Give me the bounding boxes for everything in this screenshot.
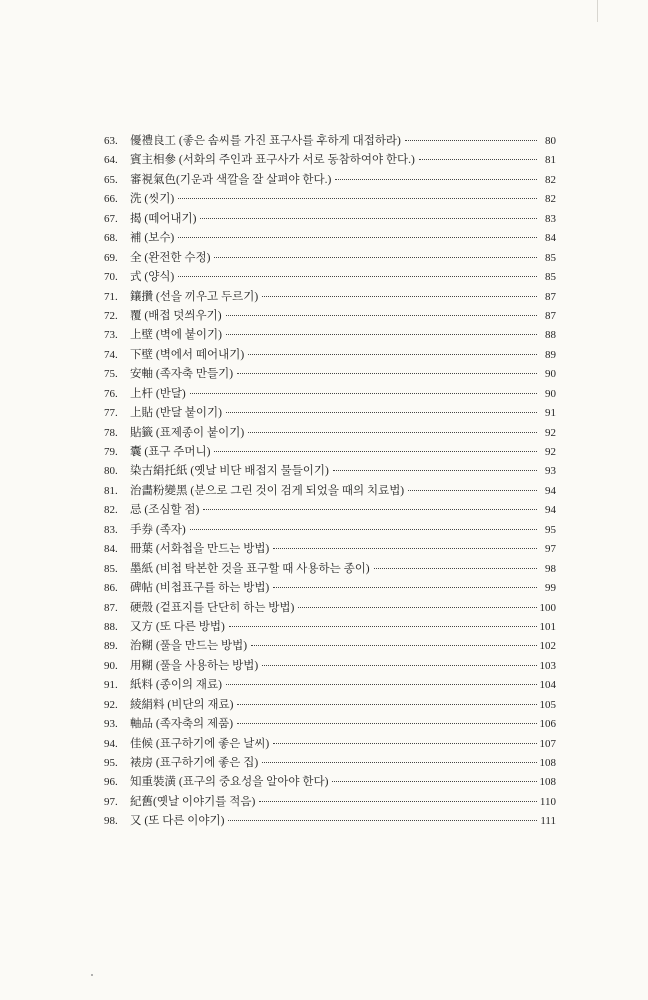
entry-title: 全 (완전한 수정) [130,251,211,264]
entry-page-number: 84 [545,232,556,245]
entry-page-number: 98 [545,562,556,575]
entry-page-number: 93 [545,465,556,478]
scan-edge-mark [597,0,598,22]
entry-number: 98. [104,815,118,828]
toc-entry [104,249,556,268]
entry-title: 上壁 (벽에 붙이기) [130,329,222,342]
toc-entry [104,482,556,501]
entry-number: 69. [104,251,118,264]
toc-entry [104,812,556,831]
toc-entry [104,618,556,637]
entry-number: 66. [104,193,118,206]
dot-leader [190,393,537,394]
toc-entry [104,579,556,598]
entry-number: 89. [104,640,118,653]
entry-number: 94. [104,737,118,750]
entry-title: 又方 (또 다른 방법) [130,620,225,633]
toc-entry [104,540,556,559]
entry-number: 91. [104,679,118,692]
entry-page-number: 107 [539,737,556,750]
entry-number: 65. [104,173,118,186]
entry-number: 67. [104,212,118,225]
entry-page-number: 106 [539,718,556,731]
entry-page-number: 80 [545,135,556,147]
entry-title: 紙料 (종이의 재료) [130,679,222,692]
toc-entry [104,132,556,151]
dot-leader [228,820,537,821]
toc-entry [104,521,556,540]
entry-title: 用糊 (풀을 사용하는 방법) [130,659,259,672]
toc-entry [104,210,556,229]
dot-leader [333,470,537,471]
entry-title: 貼籤 (표제종이 붙이기) [130,426,245,439]
entry-title: 綾絹料 (비단의 재료) [130,698,234,711]
entry-page-number: 83 [545,212,556,225]
dot-leader [273,743,536,744]
entry-page-number: 97 [545,543,556,556]
toc-entry [104,735,556,754]
entry-title: 墨紙 (비첩 탁본한 것을 표구할 때 사용하는 종이) [130,562,370,575]
entry-page-number: 100 [539,601,556,614]
entry-title: 補 (보수) [130,232,175,245]
dot-leader [405,140,537,141]
toc-entry [104,171,556,190]
entry-title: 碑帖 (비첩표구를 하는 방법) [130,582,270,595]
entry-title: 治畵粉變黑 (분으로 그린 것이 검게 되었을 때의 치료법) [130,484,405,497]
dot-leader [335,179,537,180]
entry-number: 84. [104,543,118,556]
entry-number: 79. [104,446,118,458]
dot-leader [298,607,536,608]
toc-entry [104,404,556,423]
dot-leader [259,801,537,802]
entry-title: 知重裝潢 (표구의 중요성을 알아야 한다) [130,776,329,789]
toc-entry [104,696,556,715]
entry-number: 68. [104,232,118,245]
entry-title: 下壁 (벽에서 떼어내기) [130,348,245,361]
dot-leader [273,548,537,549]
entry-page-number: 92 [545,446,556,458]
entry-number: 81. [104,484,118,497]
entry-page-number: 91 [545,407,556,420]
entry-title: 治糊 (풀을 만드는 방법) [130,640,248,653]
entry-number: 63. [104,135,118,147]
toc-entry [104,288,556,307]
entry-page-number: 95 [545,523,556,536]
entry-page-number: 82 [545,173,556,186]
entry-page-number: 101 [539,620,556,633]
entry-title: 硬殼 (겉표지를 단단히 하는 방법) [130,601,295,614]
entry-number: 88. [104,620,118,633]
toc-entry [104,346,556,365]
dot-leader [226,684,537,685]
dot-leader [178,276,537,277]
dot-leader [248,354,537,355]
entry-title: 上杆 (반달) [130,387,186,400]
toc-entry [104,560,556,579]
entry-number: 72. [104,309,118,322]
toc-entry [104,268,556,287]
entry-title: 上貼 (반달 붙이기) [130,407,222,420]
dot-leader [419,159,537,160]
entry-number: 87. [104,601,118,614]
entry-page-number: 92 [545,426,556,439]
dot-leader [178,237,537,238]
toc-entry [104,715,556,734]
entry-number: 90. [104,659,118,672]
dot-leader [190,529,537,530]
entry-title: 洗 (씻기) [130,193,175,206]
toc-entry [104,462,556,481]
toc-entry [104,501,556,520]
entry-page-number: 88 [545,329,556,342]
entry-page-number: 110 [539,795,556,808]
dot-leader [262,665,536,666]
entry-title: 紀舊(옛날 이야기를 적음) [130,795,256,808]
entry-number: 83. [104,523,118,536]
entry-title: 覆 (배접 덧씌우기) [130,309,222,322]
entry-page-number: 103 [539,659,556,672]
entry-page-number: 102 [539,640,556,653]
entry-title: 安軸 (족자축 만들기) [130,368,234,381]
dot-leader [408,490,537,491]
toc-entry [104,151,556,170]
dot-leader [203,509,537,510]
dot-leader [214,451,537,452]
entry-page-number: 85 [545,271,556,284]
entry-title: 染古絹托紙 (옛날 비단 배접지 물들이기) [130,465,329,478]
toc-entry [104,657,556,676]
dot-leader [226,315,537,316]
dot-leader [273,587,537,588]
entry-number: 96. [104,776,118,789]
toc-entry [104,443,556,462]
entry-title: 裱房 (표구하기에 좋은 집) [130,757,259,769]
dot-leader [214,257,537,258]
entry-title: 手券 (족자) [130,523,186,536]
entry-number: 75. [104,368,118,381]
toc-entry [104,424,556,443]
toc-entry [104,190,556,209]
entry-number: 86. [104,582,118,595]
entry-number: 76. [104,387,118,400]
entry-page-number: 108 [539,776,556,789]
entry-page-number: 105 [539,698,556,711]
entry-page-number: 81 [545,154,556,167]
entry-page-number: 89 [545,348,556,361]
toc-entry [104,773,556,792]
entry-page-number: 94 [545,504,556,517]
entry-title: 冊葉 (서화첩을 만드는 방법) [130,543,270,556]
entry-title: 審視氣色(기운과 색깔을 잘 살펴야 한다.) [130,173,332,186]
entry-page-number: 104 [539,679,556,692]
dot-leader [200,218,537,219]
entry-number: 64. [104,154,118,167]
dot-leader [226,334,537,335]
toc-entry [104,637,556,656]
dot-leader [374,568,537,569]
toc-entry [104,229,556,248]
entry-number: 82. [104,504,118,517]
entry-page-number: 87 [545,309,556,322]
dot-leader [237,704,536,705]
toc-entry [104,326,556,345]
dot-leader [332,781,536,782]
entry-number: 93. [104,718,118,731]
table-of-contents [104,132,556,832]
entry-page-number: 111 [540,815,556,828]
entry-page-number: 87 [545,290,556,303]
entry-title: 忌 (조심할 점) [130,504,200,517]
entry-title: 又 (또 다른 이야기) [130,815,225,828]
toc-entry [104,365,556,384]
dot-leader [248,432,537,433]
scan-speck [91,974,93,976]
toc-entry [104,754,556,773]
dot-leader [178,198,537,199]
entry-page-number: 108 [539,757,556,769]
toc-entry [104,307,556,326]
toc-entry [104,676,556,695]
entry-title: 式 (양식) [130,271,175,284]
entry-page-number: 90 [545,387,556,400]
entry-page-number: 85 [545,251,556,264]
entry-title: 優禮良工 (좋은 솜씨를 가진 표구사를 후하게 대접하라) [130,135,401,147]
toc-entry [104,385,556,404]
dot-leader [226,412,537,413]
entry-number: 97. [104,795,118,808]
entry-title: 鑲攢 (선을 끼우고 두르기) [130,290,259,303]
entry-title: 揭 (떼어내기) [130,212,197,225]
entry-title: 賓主相參 (서화의 주인과 표구사가 서로 동참하여야 한다.) [130,154,415,167]
entry-number: 74. [104,348,118,361]
dot-leader [262,762,536,763]
toc-entry [104,599,556,618]
entry-page-number: 99 [545,582,556,595]
dot-leader [251,645,536,646]
entry-title: 佳候 (표구하기에 좋은 날씨) [130,737,270,750]
entry-number: 92. [104,698,118,711]
dot-leader [262,296,537,297]
entry-number: 78. [104,426,118,439]
entry-number: 77. [104,407,118,420]
dot-leader [237,373,537,374]
entry-number: 80. [104,465,118,478]
entry-title: 囊 (표구 주머니) [130,446,211,458]
entry-number: 85. [104,562,118,575]
entry-number: 73. [104,329,118,342]
entry-number: 71. [104,290,118,303]
dot-leader [229,626,537,627]
entry-title: 軸品 (족자축의 제품) [130,718,234,731]
entry-number: 70. [104,271,118,284]
entry-page-number: 94 [545,484,556,497]
toc-entry [104,793,556,812]
entry-number: 95. [104,757,118,769]
entry-page-number: 82 [545,193,556,206]
entry-page-number: 90 [545,368,556,381]
dot-leader [237,723,536,724]
